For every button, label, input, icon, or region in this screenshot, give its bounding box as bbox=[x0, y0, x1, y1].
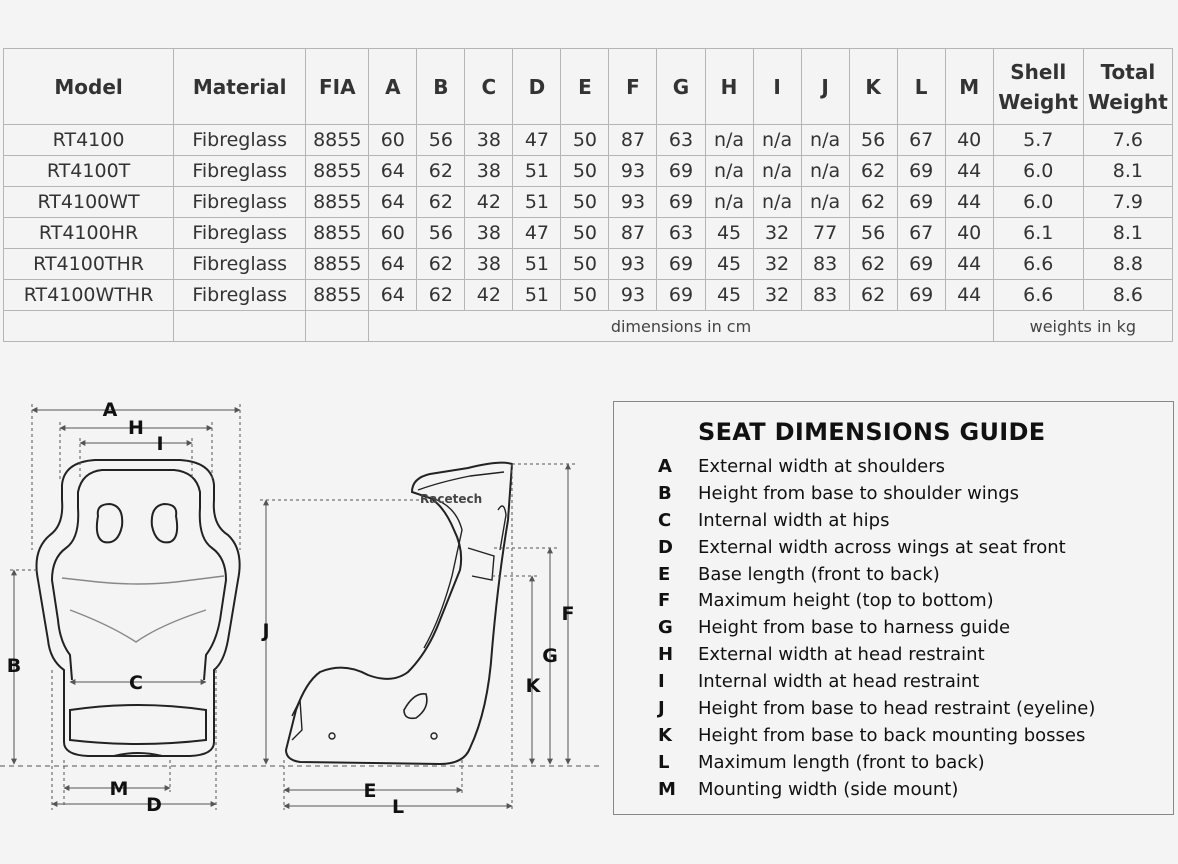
table-cell: 64 bbox=[369, 249, 417, 280]
guide-item-key: C bbox=[658, 509, 672, 531]
guide-item bbox=[658, 723, 1095, 750]
side-view-seat bbox=[286, 463, 512, 764]
table-cell: 8855 bbox=[306, 187, 369, 218]
col-header: I bbox=[753, 49, 801, 125]
table-cell: 64 bbox=[369, 280, 417, 311]
table-cell: 87 bbox=[609, 125, 657, 156]
table-cell: 62 bbox=[849, 249, 897, 280]
col-header: Material bbox=[174, 49, 306, 125]
col-header: Model bbox=[4, 49, 174, 125]
table-cell: 8.1 bbox=[1083, 218, 1172, 249]
weights-note: weights in kg bbox=[993, 311, 1172, 342]
table-row bbox=[4, 187, 1173, 218]
table-cell: 51 bbox=[513, 280, 561, 311]
table-cell: 62 bbox=[849, 187, 897, 218]
label-e: E bbox=[363, 780, 377, 802]
front-view-seat bbox=[37, 460, 240, 756]
side-dimension-lines bbox=[260, 464, 578, 810]
table-cell: 69 bbox=[657, 187, 705, 218]
table-cell: 64 bbox=[369, 156, 417, 187]
table-row bbox=[4, 156, 1173, 187]
table-cell: n/a bbox=[705, 187, 753, 218]
table-cell: n/a bbox=[753, 125, 801, 156]
empty-cell bbox=[306, 311, 369, 342]
table-cell: 32 bbox=[753, 249, 801, 280]
table-cell: 32 bbox=[753, 218, 801, 249]
guide-item-key: H bbox=[658, 644, 674, 666]
guide-item-key: E bbox=[658, 563, 671, 585]
guide-item-key: D bbox=[658, 536, 673, 558]
table-cell: n/a bbox=[801, 125, 849, 156]
label-j: J bbox=[262, 620, 270, 642]
table-cell: 6.0 bbox=[993, 187, 1083, 218]
guide-item bbox=[658, 481, 1095, 508]
guide-item-text: Height from base to harness guide bbox=[698, 617, 1011, 639]
table-cell: 69 bbox=[897, 187, 945, 218]
guide-item-key: I bbox=[658, 671, 665, 693]
table-cell: 44 bbox=[945, 249, 993, 280]
col-header: J bbox=[801, 49, 849, 125]
table-cell: RT4100WT bbox=[4, 187, 174, 218]
table-cell: Fibreglass bbox=[174, 249, 306, 280]
table-cell: 87 bbox=[609, 218, 657, 249]
guide-item-text: Mounting width (side mount) bbox=[698, 778, 959, 800]
label-h: H bbox=[128, 417, 144, 439]
racetech-logo: Racetech bbox=[420, 492, 483, 506]
table-cell: n/a bbox=[753, 156, 801, 187]
table-cell: 60 bbox=[369, 218, 417, 249]
table-cell: 45 bbox=[705, 249, 753, 280]
label-f: F bbox=[561, 603, 575, 625]
guide-item-key: L bbox=[658, 751, 670, 773]
table-cell: 50 bbox=[561, 249, 609, 280]
table-cell: RT4100HR bbox=[4, 218, 174, 249]
table-cell: 69 bbox=[897, 156, 945, 187]
table-cell: 63 bbox=[657, 125, 705, 156]
table-cell: 44 bbox=[945, 280, 993, 311]
table-cell: 38 bbox=[465, 125, 513, 156]
label-i: I bbox=[156, 433, 164, 455]
table-cell: 7.9 bbox=[1083, 187, 1172, 218]
table-cell: 47 bbox=[513, 218, 561, 249]
guide-item-text: Maximum height (top to bottom) bbox=[698, 590, 994, 612]
table-cell: 38 bbox=[465, 249, 513, 280]
table-cell: 8855 bbox=[306, 218, 369, 249]
table-cell: 56 bbox=[417, 125, 465, 156]
guide-item bbox=[658, 588, 1095, 615]
table-cell: n/a bbox=[753, 187, 801, 218]
col-header: C bbox=[465, 49, 513, 125]
col-header: A bbox=[369, 49, 417, 125]
table-cell: 5.7 bbox=[993, 125, 1083, 156]
table-cell: Fibreglass bbox=[174, 218, 306, 249]
table-cell: Fibreglass bbox=[174, 280, 306, 311]
guide-item-text: Height from base to head restraint (eyeline) bbox=[698, 698, 1096, 720]
table-cell: 69 bbox=[657, 249, 705, 280]
table-cell: 69 bbox=[897, 280, 945, 311]
guide-item-text: External width at shoulders bbox=[698, 456, 946, 477]
label-c: C bbox=[129, 672, 143, 694]
guide-item bbox=[658, 777, 1095, 804]
guide-item-text: Maximum length (front to back) bbox=[698, 751, 985, 773]
col-header: L bbox=[897, 49, 945, 125]
table-cell: 56 bbox=[849, 125, 897, 156]
table-cell: 64 bbox=[369, 187, 417, 218]
table-cell: RT4100THR bbox=[4, 249, 174, 280]
table-cell: 44 bbox=[945, 187, 993, 218]
table-cell: 56 bbox=[849, 218, 897, 249]
table-cell: 67 bbox=[897, 218, 945, 249]
guide-item-key: M bbox=[658, 778, 676, 800]
table-cell: 50 bbox=[561, 156, 609, 187]
table-cell: 6.1 bbox=[993, 218, 1083, 249]
label-d: D bbox=[146, 794, 162, 816]
units-row bbox=[4, 311, 1173, 342]
front-dimension-lines bbox=[0, 404, 600, 810]
table-cell: RT4100WTHR bbox=[4, 280, 174, 311]
seat-spec-table bbox=[3, 48, 1173, 342]
guide-item-key: B bbox=[658, 482, 672, 504]
table-cell: 8855 bbox=[306, 249, 369, 280]
table-cell: 50 bbox=[561, 280, 609, 311]
table-cell: 38 bbox=[465, 218, 513, 249]
table-row bbox=[4, 125, 1173, 156]
table-cell: 6.0 bbox=[993, 156, 1083, 187]
table-cell: 42 bbox=[465, 187, 513, 218]
table-row bbox=[4, 218, 1173, 249]
table-cell: 51 bbox=[513, 249, 561, 280]
guide-item bbox=[658, 508, 1095, 535]
table-cell: 42 bbox=[465, 280, 513, 311]
guide-item-key: J bbox=[658, 698, 665, 720]
table-cell: 62 bbox=[849, 280, 897, 311]
col-header: M bbox=[945, 49, 993, 125]
col-header: G bbox=[657, 49, 705, 125]
label-g: G bbox=[542, 645, 558, 667]
table-cell: Fibreglass bbox=[174, 125, 306, 156]
table-cell: 50 bbox=[561, 218, 609, 249]
table-cell: 8.6 bbox=[1083, 280, 1172, 311]
guide-item bbox=[658, 750, 1095, 777]
col-header: F bbox=[609, 49, 657, 125]
table-cell: 67 bbox=[897, 125, 945, 156]
table-cell: 62 bbox=[417, 280, 465, 311]
col-header: E bbox=[561, 49, 609, 125]
table-cell: 40 bbox=[945, 218, 993, 249]
table-cell: 51 bbox=[513, 156, 561, 187]
table-cell: n/a bbox=[801, 187, 849, 218]
table-cell: Fibreglass bbox=[174, 187, 306, 218]
label-l: L bbox=[391, 796, 405, 818]
guide-item bbox=[658, 454, 1095, 481]
guide-list bbox=[658, 454, 1095, 804]
guide-item-text: Internal width at head restraint bbox=[698, 671, 980, 693]
col-header: D bbox=[513, 49, 561, 125]
guide-item-text: Height from base to shoulder wings bbox=[698, 482, 1020, 504]
table-cell: 93 bbox=[609, 187, 657, 218]
table-cell: n/a bbox=[801, 156, 849, 187]
table-cell: 44 bbox=[945, 156, 993, 187]
table-cell: RT4100T bbox=[4, 156, 174, 187]
col-header: Total Weight bbox=[1083, 49, 1172, 125]
guide-item-key: A bbox=[658, 456, 672, 477]
table-cell: 38 bbox=[465, 156, 513, 187]
table-cell: n/a bbox=[705, 125, 753, 156]
table-cell: 6.6 bbox=[993, 249, 1083, 280]
label-m: M bbox=[109, 778, 129, 800]
col-header: Shell Weight bbox=[993, 49, 1083, 125]
guide-item bbox=[658, 642, 1095, 669]
table-cell: 56 bbox=[417, 218, 465, 249]
table-cell: 69 bbox=[657, 156, 705, 187]
col-header: K bbox=[849, 49, 897, 125]
table-cell: 69 bbox=[897, 249, 945, 280]
seat-diagram bbox=[0, 380, 600, 820]
table-cell: 69 bbox=[657, 280, 705, 311]
table-cell: 62 bbox=[849, 156, 897, 187]
table-cell: 51 bbox=[513, 187, 561, 218]
table-cell: 93 bbox=[609, 280, 657, 311]
table-cell: RT4100 bbox=[4, 125, 174, 156]
table-row bbox=[4, 249, 1173, 280]
guide-item bbox=[658, 696, 1095, 723]
table-cell: 62 bbox=[417, 187, 465, 218]
table-cell: 50 bbox=[561, 125, 609, 156]
table-cell: 6.6 bbox=[993, 280, 1083, 311]
table-cell: 45 bbox=[705, 218, 753, 249]
table-cell: 32 bbox=[753, 280, 801, 311]
col-header: B bbox=[417, 49, 465, 125]
empty-cell bbox=[4, 311, 174, 342]
table-cell: 77 bbox=[801, 218, 849, 249]
guide-title: SEAT DIMENSIONS GUIDE bbox=[698, 418, 1046, 446]
table-cell: 50 bbox=[561, 187, 609, 218]
table-cell: 83 bbox=[801, 280, 849, 311]
empty-cell bbox=[174, 311, 306, 342]
guide-item-key: G bbox=[658, 617, 673, 639]
guide-item bbox=[658, 535, 1095, 562]
col-header: FIA bbox=[306, 49, 369, 125]
guide-item-text: External width at head restraint bbox=[698, 644, 985, 666]
table-cell: 63 bbox=[657, 218, 705, 249]
table-cell: 60 bbox=[369, 125, 417, 156]
dimensions-note: dimensions in cm bbox=[369, 311, 993, 342]
guide-item-key: K bbox=[658, 724, 672, 746]
table-cell: 8.1 bbox=[1083, 156, 1172, 187]
table-cell: 47 bbox=[513, 125, 561, 156]
guide-item-text: Height from base to back mounting bosses bbox=[698, 724, 1086, 746]
label-b: B bbox=[6, 655, 22, 677]
table-cell: 7.6 bbox=[1083, 125, 1172, 156]
table-cell: 8.8 bbox=[1083, 249, 1172, 280]
table-row bbox=[4, 280, 1173, 311]
table-cell: 40 bbox=[945, 125, 993, 156]
guide-item-text: Internal width at hips bbox=[698, 509, 890, 531]
guide-item bbox=[658, 562, 1095, 589]
guide-item-text: External width across wings at seat front bbox=[698, 536, 1066, 558]
table-cell: 93 bbox=[609, 156, 657, 187]
table-cell: Fibreglass bbox=[174, 156, 306, 187]
table-cell: 8855 bbox=[306, 280, 369, 311]
table-cell: 93 bbox=[609, 249, 657, 280]
guide-item-key: F bbox=[658, 590, 671, 612]
col-header: H bbox=[705, 49, 753, 125]
seat-dimensions-guide bbox=[613, 401, 1174, 815]
table-header-row bbox=[4, 49, 1173, 125]
label-a: A bbox=[102, 399, 118, 421]
table-cell: 83 bbox=[801, 249, 849, 280]
table-cell: 45 bbox=[705, 280, 753, 311]
table-cell: 62 bbox=[417, 156, 465, 187]
guide-item bbox=[658, 615, 1095, 642]
table-cell: 8855 bbox=[306, 125, 369, 156]
table-cell: n/a bbox=[705, 156, 753, 187]
table-cell: 8855 bbox=[306, 156, 369, 187]
guide-item-text: Base length (front to back) bbox=[698, 563, 940, 585]
guide-item bbox=[658, 669, 1095, 696]
label-k: K bbox=[525, 675, 541, 697]
table-cell: 62 bbox=[417, 249, 465, 280]
